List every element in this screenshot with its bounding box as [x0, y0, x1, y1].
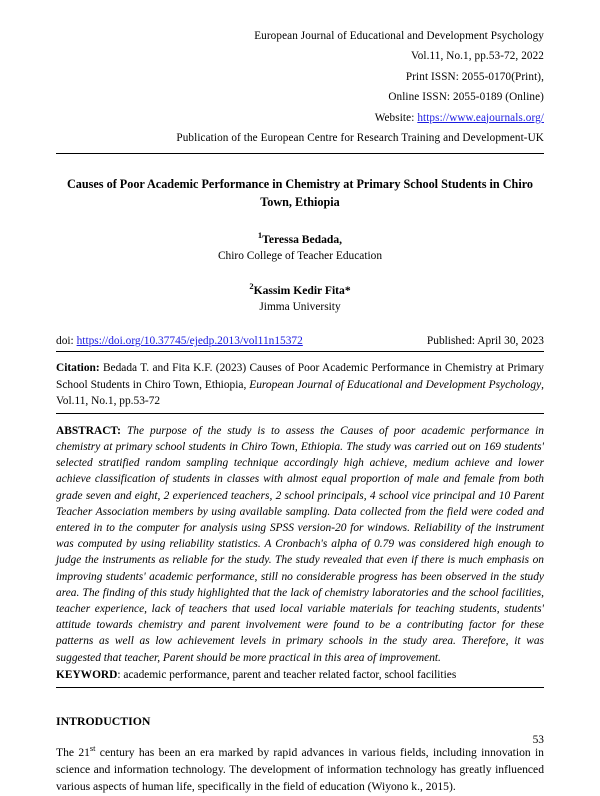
doi-row: [56, 335, 544, 347]
author-name-1: [56, 229, 544, 248]
keyword-text: : academic performance, parent and teacher related factor, school facilities: [117, 668, 457, 681]
website-link[interactable]: https://www.eajournals.org/: [417, 111, 544, 124]
author-affiliation-1: Chiro College of Teacher Education: [217, 249, 383, 262]
citation-divider: [56, 413, 544, 414]
print-issn: Print ISSN: 2055-0170(Print),: [405, 70, 544, 83]
journal-name: European Journal of Educational and Development Psychology: [254, 30, 544, 42]
abstract-divider: [56, 687, 544, 688]
abstract-text: The purpose of the study is to assess the Causes of poor academic performance in chemistry at primary school students in Chiro Town, Ethiopia. The study was carried out on 169 students' selected stratified random sampling technique accordingly high achieve, medium achieve and lower achieve classification of students in classes with almost equal proportion of male and female from both grade seven and eight, 2 experienced teachers, 2 school principals, 4 school vice principal and 10 Parent Teacher Association members by using available sampling. Data collected from the field were coded and entered in to the computer for analysis using SPSS version-20 for windows. Reliability of the instrument was computed by using reliability statistics. A Cronbach's alpha of 0.79 was considered high enough to judge the instruments as reliable for the study. The study revealed that even if there is much emphasis on improving students' academic performance, still no considerable progress has been observed in the study area. The finding of this study highlighted that the lack of chemistry laboratories and the school facilities, teacher experience, lack of teachers that used local variable materials for teaching students, students' attitude towards chemistry and parent involvement were found to be a contributing factor for these patterns as well as low achievement levels in primary schools in the study area. Therefore, it was suggested that teacher, Parent should be more practical in this area of improvement.: [56, 424, 544, 664]
author-label-1: Teressa Bedada,: [262, 232, 343, 246]
citation-journal: European Journal of Educational and Development Psychology: [249, 378, 542, 391]
introduction-paragraph: [56, 743, 544, 796]
citation-block: [56, 360, 544, 409]
abstract-label: ABSTRACT:: [56, 424, 121, 437]
author-block-2: [56, 280, 544, 316]
abstract-block: [56, 423, 544, 666]
header-divider: [56, 153, 544, 154]
published-date: Published: April 30, 2023: [426, 335, 544, 348]
citation-text-before: Bedada T. and Fita K.F. (2023) Causes of Poor Academic Performance in Chemistry at Primary School Students in Chiro Town, Ethiopia,: [56, 362, 544, 391]
author-marker-1: 1: [257, 229, 263, 240]
author-marker-2: 2: [249, 280, 254, 291]
citation-text-after: , Vol.11, No.1, pp.53-72: [56, 378, 544, 407]
intro-text-part1: The 21: [56, 745, 90, 759]
intro-ordinal-suffix: st: [89, 743, 96, 753]
intro-text-part2: century has been an era marked by rapid advances in various fields, including innovation in science and information technology. The development of information technology has greatly influenced various aspects of human life, specifically in the field of education (Wiyono k., 2015).: [56, 745, 544, 793]
doi-divider: [56, 351, 544, 352]
author-name-2: [56, 280, 544, 299]
keyword-label: KEYWORD: [56, 668, 118, 681]
online-issn: Online ISSN: 2055-0189 (Online): [388, 91, 544, 104]
citation-label: Citation:: [56, 362, 100, 375]
website-line: [56, 108, 544, 128]
keyword-block: [56, 667, 544, 683]
doi-link[interactable]: https://doi.org/10.37745/ejedp.2013/vol11n15372: [76, 335, 303, 348]
doi-label: doi:: [56, 335, 77, 348]
volume-info: Vol.11, No.1, pp.53-72, 2022: [410, 50, 544, 63]
doi-block: [56, 335, 303, 347]
page-number: 53: [532, 734, 544, 746]
publication-line: Publication of the European Centre for Research Training and Development-UK: [176, 131, 544, 144]
website-label: Website:: [374, 111, 418, 124]
journal-header: [56, 26, 544, 148]
author-block-1: [56, 229, 544, 265]
author-label-2: Kassim Kedir Fita*: [253, 283, 351, 297]
author-affiliation-2: Jimma University: [259, 301, 341, 314]
section-heading-introduction: INTRODUCTION: [56, 713, 151, 728]
page-title: Causes of Poor Academic Performance in Chemistry at Primary School Students in Chiro Town, Ethiopia: [66, 177, 533, 209]
